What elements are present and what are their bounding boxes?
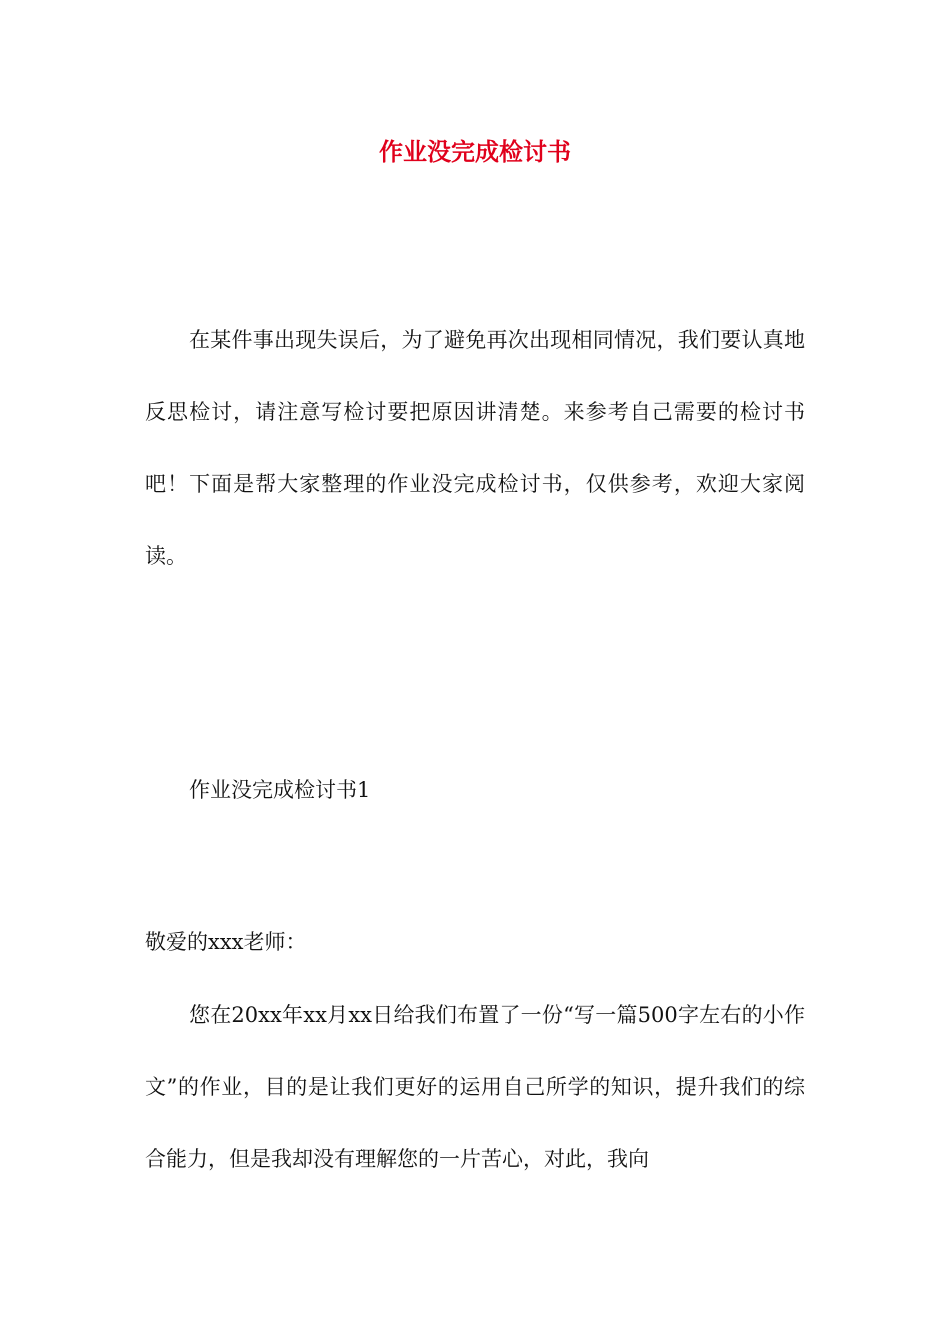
document-title: 作业没完成检讨书	[379, 138, 571, 166]
salutation: 敬爱的xxx老师：	[145, 930, 307, 954]
section-heading: 作业没完成检讨书1	[189, 778, 371, 802]
body-paragraph: 您在20xx年xx月xx日给我们布置了一份“写一篇500字左右的小作文”的作业，目的是让我们更好的运用自己所学的知识，提升我们的综合能力，但是我却没有理解您的一片苦心，对此，我向	[145, 1003, 805, 1171]
intro-paragraph: 在某件事出现失误后，为了避免再次出现相同情况，我们要认真地反思检讨，请注意写检讨要把原因讲清楚。来参考自己需要的检讨书吧！下面是帮大家整理的作业没完成检讨书，仅供参考，欢迎大家阅读。	[145, 328, 805, 568]
